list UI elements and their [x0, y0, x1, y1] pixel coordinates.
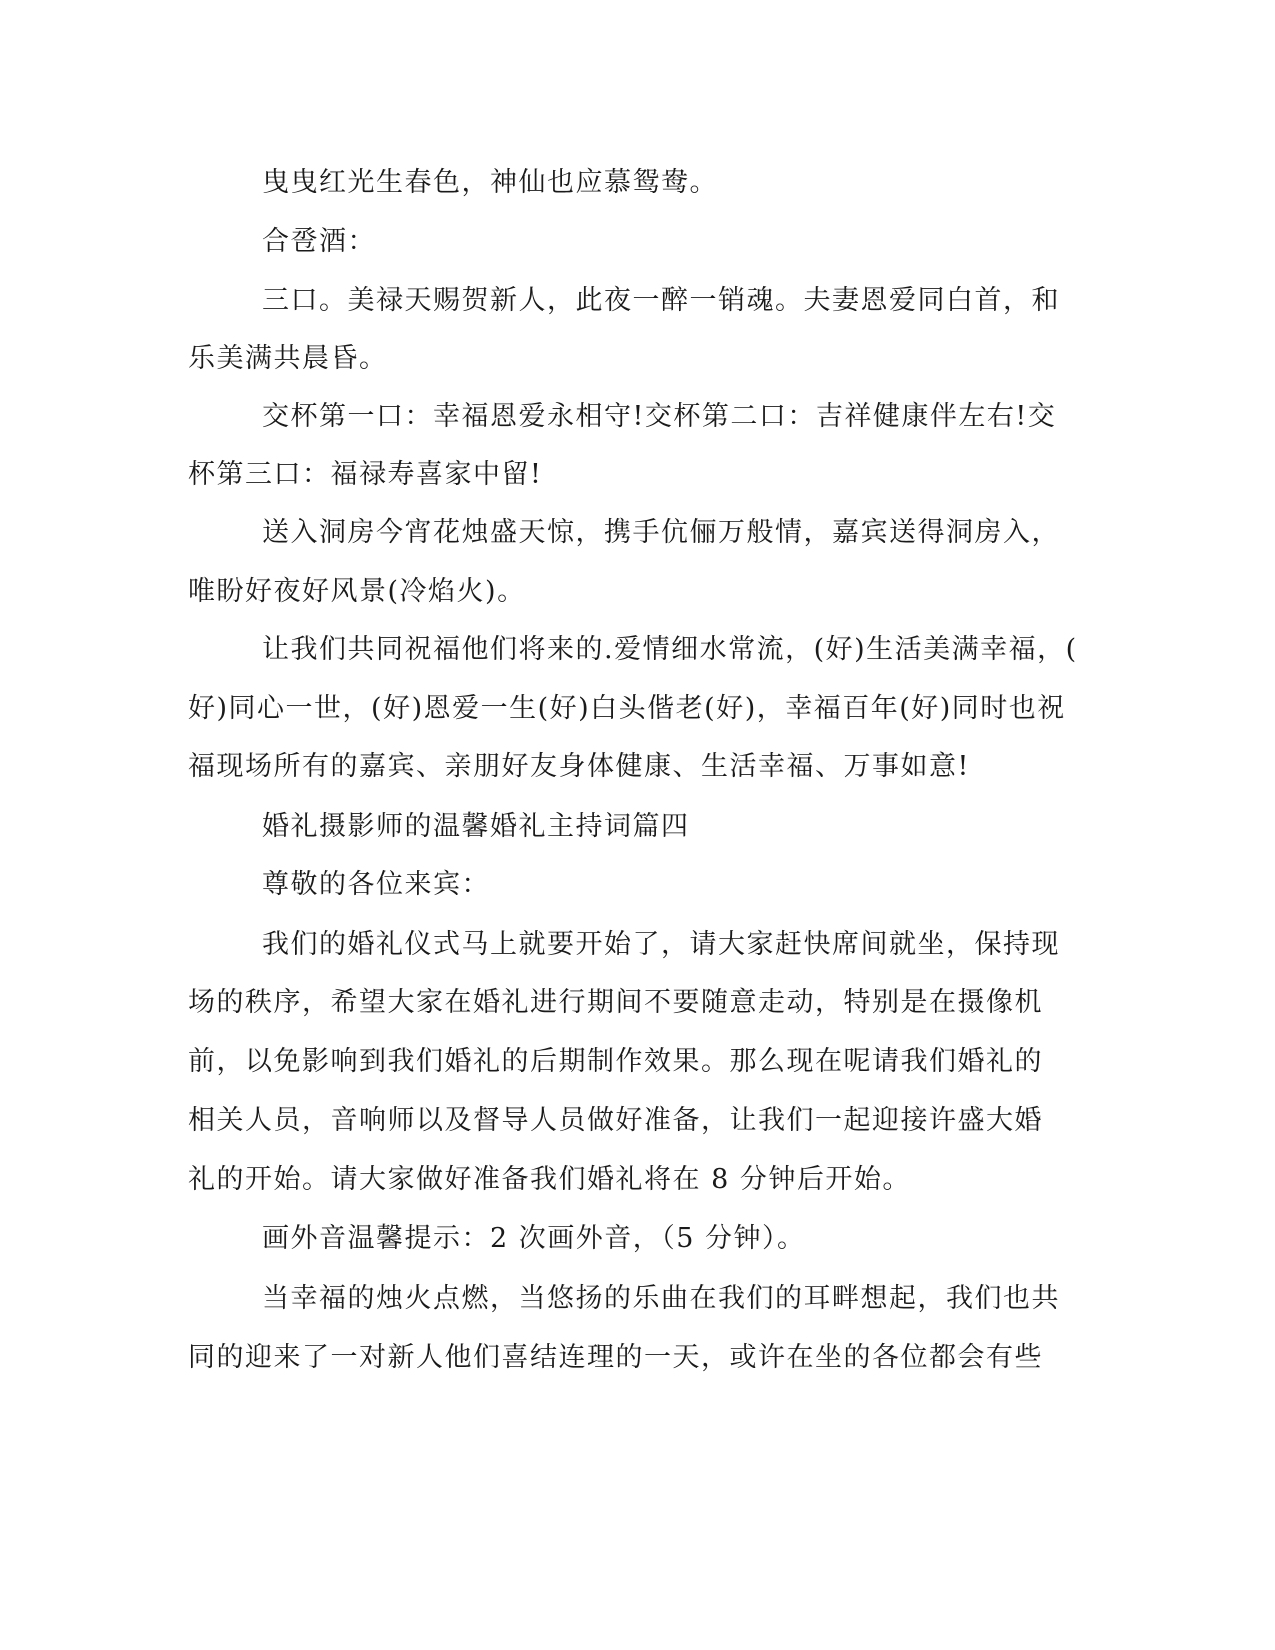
paragraph-line: 画外音温馨提示：2 次画外音，（5 分钟）。	[262, 1223, 806, 1254]
salutation: 尊敬的各位来宾：	[262, 869, 490, 900]
paragraph-line: 我们的婚礼仪式马上就要开始了，请大家赶快席间就坐，保持现	[262, 929, 1060, 960]
paragraph-line: 相关人员，音响师以及督导人员做好准备，让我们一起迎接许盛大婚	[188, 1105, 1043, 1136]
paragraph-line: 同的迎来了一对新人他们喜结连理的一天，或许在坐的各位都会有些	[188, 1342, 1043, 1373]
paragraph-line: 送入洞房今宵花烛盛天惊，携手伉俪万般情，嘉宾送得洞房入，	[262, 517, 1060, 548]
paragraph-line: 唯盼好夜好风景(冷焰火)。	[188, 576, 526, 607]
paragraph-line: 福现场所有的嘉宾、亲朋好友身体健康、生活幸福、万事如意!	[188, 751, 970, 782]
paragraph-line: 乐美满共晨昏。	[188, 343, 388, 374]
section-label: 合卺酒：	[262, 226, 376, 257]
paragraph-line: 前，以免影响到我们婚礼的后期制作效果。那么现在呢请我们婚礼的	[188, 1046, 1043, 1077]
paragraph-line: 好)同心一世，(好)恩爱一生(好)白头偕老(好)，幸福百年(好)同时也祝	[188, 693, 1066, 724]
section-heading: 婚礼摄影师的温馨婚礼主持词篇四	[262, 811, 690, 842]
paragraph-line: 交杯第一口：幸福恩爱永相守!交杯第二口：吉祥健康伴左右!交	[262, 401, 1057, 432]
paragraph-line: 让我们共同祝福他们将来的.爱情细水常流，(好)生活美满幸福，(	[262, 634, 1078, 665]
paragraph-line: 杯第三口：福禄寿喜家中留!	[188, 459, 543, 490]
paragraph-line: 曳曳红光生春色，神仙也应慕鸳鸯。	[262, 167, 718, 198]
paragraph-line: 场的秩序，希望大家在婚礼进行期间不要随意走动，特别是在摄像机	[188, 987, 1043, 1018]
paragraph-line: 礼的开始。请大家做好准备我们婚礼将在 8 分钟后开始。	[188, 1164, 911, 1195]
paragraph-line: 三口。美禄天赐贺新人，此夜一醉一销魂。夫妻恩爱同白首，和	[262, 285, 1060, 316]
paragraph-line: 当幸福的烛火点燃，当悠扬的乐曲在我们的耳畔想起，我们也共	[262, 1283, 1060, 1314]
